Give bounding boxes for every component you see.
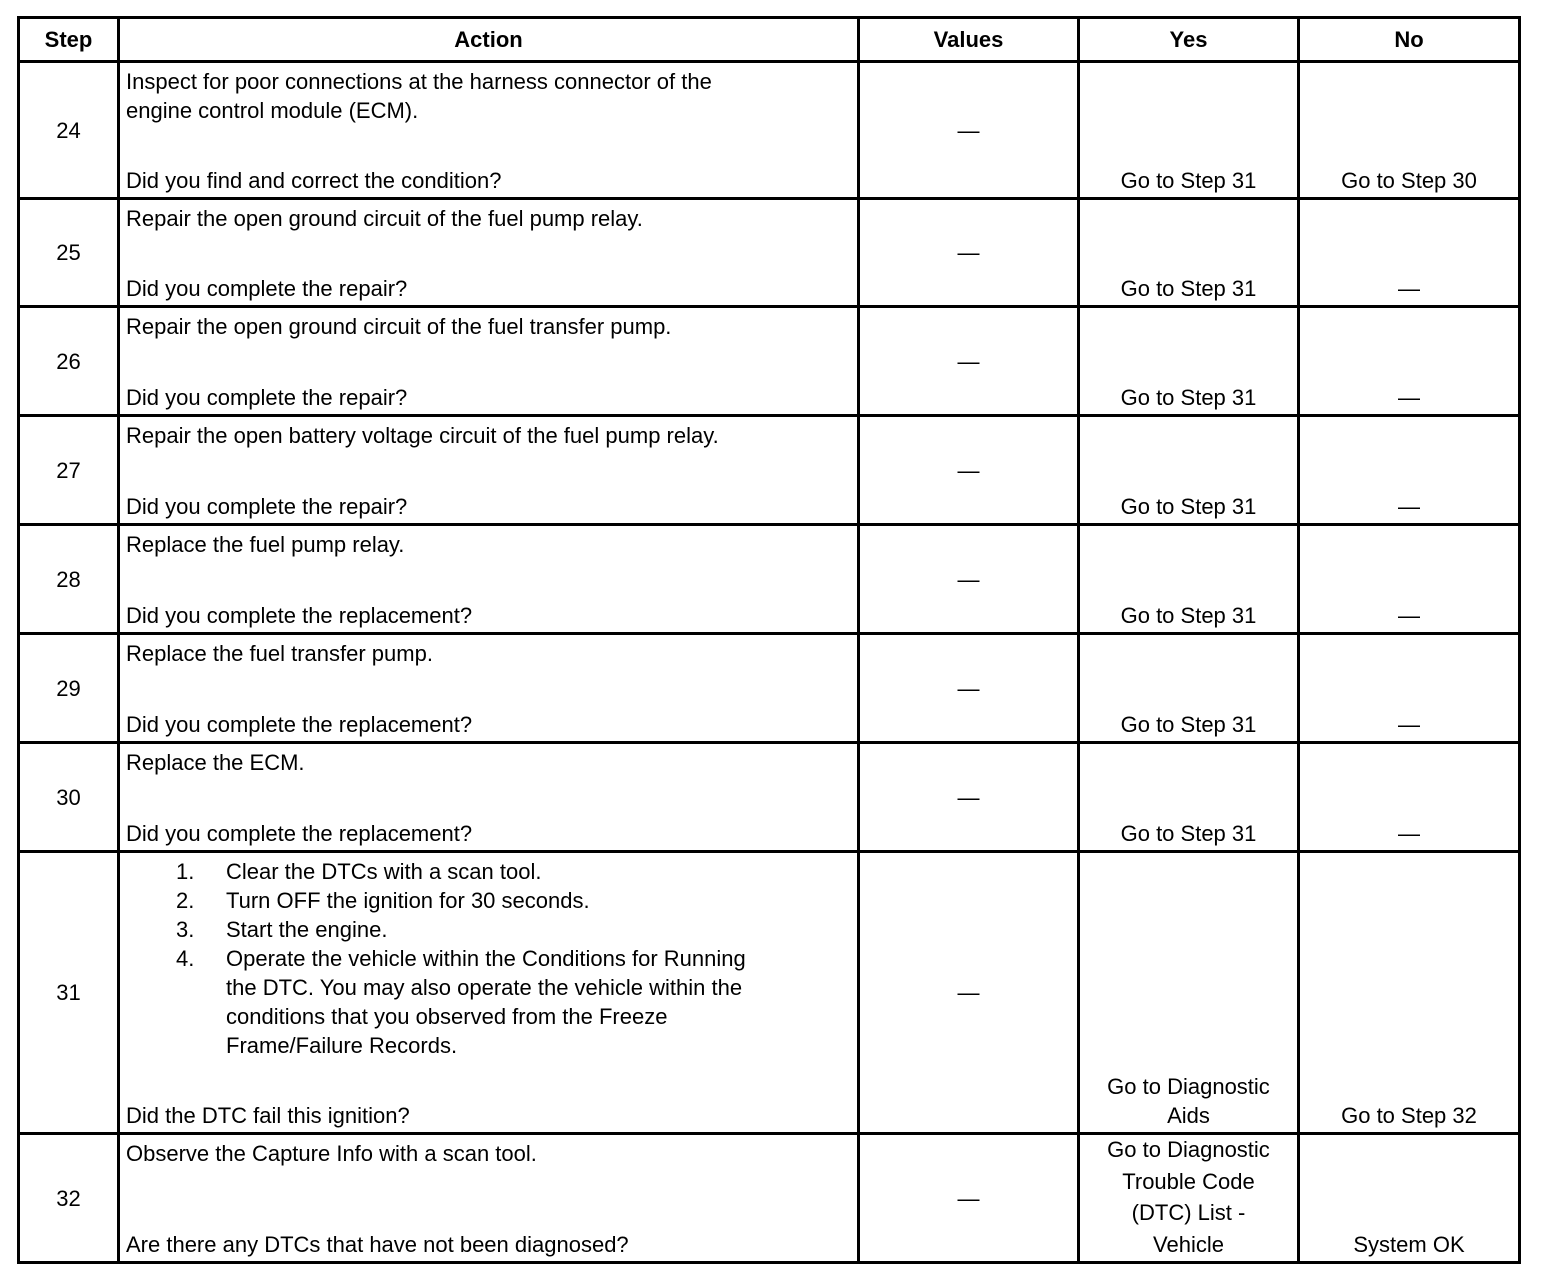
yes-cell <box>1080 635 1300 741</box>
step-item-text <box>226 915 387 944</box>
yes-cell <box>1080 417 1300 523</box>
action-line: Replace the fuel pump relay. <box>126 532 405 557</box>
no-cell <box>1300 200 1518 305</box>
action-line: Repair the open ground circuit of the fuel transfer pump. <box>126 314 672 339</box>
yes-cell <box>1080 200 1300 305</box>
values-cell: — <box>860 417 1080 523</box>
step-number: 28 <box>20 526 120 632</box>
yes-line: Go to Step 31 <box>1120 821 1257 846</box>
step-number: 27 <box>20 417 120 523</box>
no-cell <box>1300 417 1518 523</box>
values-cell: — <box>860 200 1080 305</box>
values-cell: — <box>860 1135 1080 1261</box>
action-cell <box>120 200 860 305</box>
action-step-item <box>126 886 851 915</box>
action-text <box>126 530 851 559</box>
action-line: engine control module (ECM). <box>126 98 419 123</box>
no-cell <box>1300 308 1518 414</box>
step-number: 25 <box>20 200 120 305</box>
no-line: Go to Step 30 <box>1341 168 1477 193</box>
action-cell <box>120 417 860 523</box>
yes-cell <box>1080 526 1300 632</box>
step-item-text <box>226 857 541 886</box>
action-question: Are there any DTCs that have not been diagnosed? <box>126 1232 629 1257</box>
table-body <box>20 63 1518 1261</box>
action-cell <box>120 853 860 1132</box>
step-item-number: 4. <box>176 946 195 971</box>
yes-line: Vehicle <box>1153 1231 1224 1257</box>
values-cell: — <box>860 853 1080 1132</box>
table-row <box>20 635 1518 744</box>
values-cell: — <box>860 635 1080 741</box>
yes-line: Trouble Code <box>1122 1168 1255 1194</box>
step-item-line: the DTC. You may also operate the vehicle within the <box>226 975 743 1000</box>
step-item-line: Turn OFF the ignition for 30 seconds. <box>226 888 590 913</box>
action-steps-list <box>126 857 851 1060</box>
action-line: Observe the Capture Info with a scan tool. <box>126 1141 537 1166</box>
table-row <box>20 853 1518 1135</box>
header-no: No <box>1394 27 1424 52</box>
step-number: 24 <box>20 63 120 197</box>
action-question: Did the DTC fail this ignition? <box>126 1103 410 1128</box>
table-row <box>20 1135 1518 1261</box>
action-line: Repair the open battery voltage circuit of the fuel pump relay. <box>126 423 719 448</box>
header-values: Values <box>860 19 1080 60</box>
no-line: — <box>1398 821 1420 846</box>
no-line: — <box>1398 603 1420 628</box>
action-question: Did you complete the repair? <box>126 276 408 301</box>
table-row <box>20 744 1518 853</box>
step-item-line: conditions that you observed from the Freeze <box>226 1004 668 1029</box>
table-row <box>20 63 1518 200</box>
yes-line: Go to Step 31 <box>1120 385 1257 410</box>
yes-cell <box>1080 63 1300 197</box>
yes-cell <box>1080 744 1300 850</box>
step-item-text <box>226 944 746 1060</box>
values-cell: — <box>860 63 1080 197</box>
yes-cell <box>1080 308 1300 414</box>
action-step-item <box>126 857 851 886</box>
no-cell <box>1300 63 1518 197</box>
table-header <box>20 19 1518 63</box>
action-text <box>126 857 851 1060</box>
yes-line: Go to Diagnostic <box>1107 1137 1270 1162</box>
step-item-line: Operate the vehicle within the Conditions for Running <box>226 946 746 971</box>
action-question: Did you complete the replacement? <box>126 603 473 628</box>
action-cell <box>120 1135 860 1261</box>
action-text <box>126 748 851 777</box>
action-line: Inspect for poor connections at the harness connector of the <box>126 69 712 94</box>
action-text <box>126 421 851 450</box>
no-line: System OK <box>1353 1232 1465 1257</box>
table-row <box>20 308 1518 417</box>
yes-line: Go to Step 31 <box>1120 168 1257 193</box>
action-text <box>126 1139 851 1168</box>
header-step: Step <box>20 19 120 60</box>
diagnostic-table <box>17 16 1521 1264</box>
action-question: Did you complete the repair? <box>126 385 408 410</box>
yes-cell <box>1080 853 1300 1132</box>
action-cell <box>120 63 860 197</box>
no-cell <box>1300 635 1518 741</box>
yes-line: (DTC) List - <box>1131 1200 1246 1226</box>
step-item-line: Frame/Failure Records. <box>226 1033 458 1058</box>
yes-line: Go to Step 31 <box>1120 494 1257 519</box>
action-text <box>126 639 851 668</box>
table-row <box>20 200 1518 308</box>
step-item-number: 2. <box>176 888 195 913</box>
table-row <box>20 526 1518 635</box>
action-cell <box>120 635 860 741</box>
values-cell: — <box>860 526 1080 632</box>
no-line: — <box>1398 276 1420 301</box>
step-item-line: Clear the DTCs with a scan tool. <box>226 859 542 884</box>
step-number: 32 <box>20 1135 120 1261</box>
action-step-item <box>126 944 851 1060</box>
step-item-number: 1. <box>176 859 195 884</box>
action-text <box>126 67 851 125</box>
action-cell <box>120 744 860 850</box>
no-line: — <box>1398 385 1420 410</box>
action-cell <box>120 308 860 414</box>
yes-line: Go to Diagnostic <box>1107 1074 1270 1099</box>
yes-cell <box>1080 1135 1300 1261</box>
header-yes: Yes <box>1080 19 1300 60</box>
step-number: 31 <box>20 853 120 1132</box>
action-cell <box>120 526 860 632</box>
action-line: Repair the open ground circuit of the fuel pump relay. <box>126 206 643 231</box>
yes-line: Go to Step 31 <box>1120 276 1257 301</box>
action-question: Did you complete the replacement? <box>126 821 473 846</box>
action-line: Replace the fuel transfer pump. <box>126 641 433 666</box>
action-step-item <box>126 915 851 944</box>
yes-line: Go to Step 31 <box>1120 603 1257 628</box>
action-text <box>126 312 851 341</box>
no-cell <box>1300 744 1518 850</box>
action-question: Did you complete the repair? <box>126 494 408 519</box>
values-cell: — <box>860 308 1080 414</box>
no-cell <box>1300 1135 1518 1261</box>
step-number: 30 <box>20 744 120 850</box>
no-line: — <box>1398 494 1420 519</box>
header-action: Action <box>120 19 860 60</box>
no-cell <box>1300 526 1518 632</box>
step-item-line: Start the engine. <box>226 917 388 942</box>
no-line: Go to Step 32 <box>1341 1103 1477 1128</box>
step-item-number: 3. <box>176 917 195 942</box>
table-row <box>20 417 1518 526</box>
no-cell <box>1300 853 1518 1132</box>
action-line: Replace the ECM. <box>126 750 305 775</box>
action-question: Did you complete the replacement? <box>126 712 473 737</box>
action-text <box>126 204 851 233</box>
step-number: 26 <box>20 308 120 414</box>
step-number: 29 <box>20 635 120 741</box>
action-question: Did you find and correct the condition? <box>126 168 502 193</box>
step-item-text <box>226 886 590 915</box>
yes-line: Aids <box>1167 1103 1210 1128</box>
yes-line: Go to Step 31 <box>1120 712 1257 737</box>
no-line: — <box>1398 712 1420 737</box>
values-cell: — <box>860 744 1080 850</box>
